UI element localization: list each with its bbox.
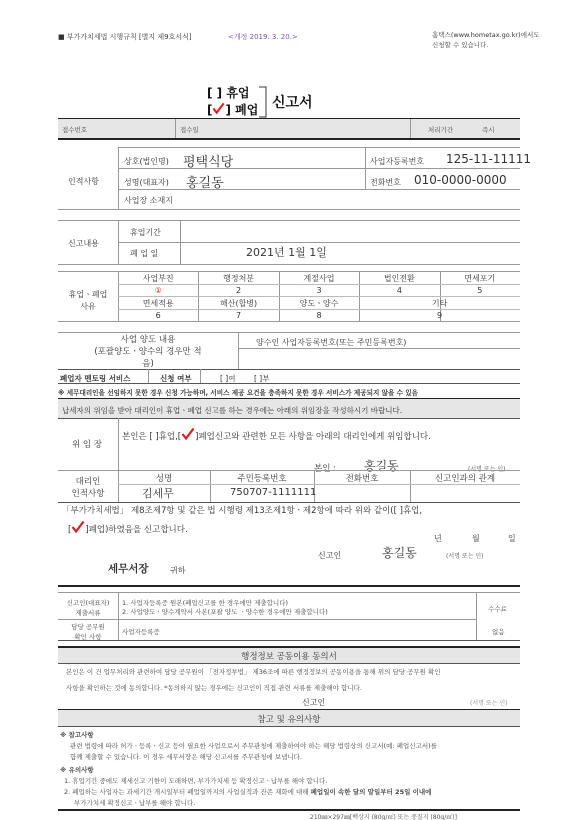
company-value: 평택식당	[183, 155, 234, 170]
principal-label: 본인 :	[314, 464, 336, 474]
principal-value: 홍길동	[364, 459, 399, 473]
tax-office-honorific: 귀하	[170, 566, 186, 575]
reference-text-2: 함께 제출할 수 있습니다. 이 경우 세무서장은 해당 신고서를 주무관청에 보냅니다.	[70, 753, 303, 761]
bizno-value: 125-11-11111	[446, 152, 532, 166]
delegation-label: 위 임 장	[72, 440, 103, 450]
representative-label: 성명(대표자)	[124, 178, 169, 187]
processing-period-label: 처리기간	[428, 126, 454, 134]
phone-value: 010-0000-0000	[414, 173, 507, 187]
agent-section-label: 대리인 인적사항	[71, 477, 105, 499]
consent-reporter-label: 신고인	[302, 698, 326, 707]
agent-column-header: 주민등록번호	[237, 474, 287, 484]
personal-section-label: 인적사항	[68, 177, 99, 186]
declaration-text-2: [ ]폐업)하였음을 신고합니다.	[68, 520, 188, 535]
reason-option-label: 양도ㆍ양수	[299, 299, 339, 308]
reason-option-label: 사업부진	[142, 274, 174, 283]
check-mark-icon	[212, 102, 225, 115]
reason-option-number: ①	[154, 285, 162, 295]
check-mark-icon	[181, 427, 195, 441]
reason-option-number: 4	[396, 285, 402, 295]
caution-text-1: 1. 휴업기간 중에도 제세신고 기한이 도래하면, 부가가치세 등 확정신고ㆍ납부를 해야 합니다.	[64, 777, 328, 785]
company-label: 상호(법인명)	[124, 157, 169, 166]
mentor-no-option[interactable]: [ ]부	[254, 374, 270, 383]
reason-option-number: 7	[236, 310, 242, 320]
close-date-value: 2021년 1월 1일	[246, 246, 327, 259]
declaration-text-1: 「부가가치세법」 제8조제7항 및 같은 법 시행령 제13조제1항ㆍ제2항에 따라 위와 같이([ ]휴업,	[62, 506, 423, 516]
title-main: 신고서	[272, 95, 313, 111]
close-date-label: 폐 업 일	[130, 249, 159, 258]
agent-column-header: 신고인과의 관계	[434, 474, 496, 484]
receipt-number-label: 접수번호	[62, 126, 88, 134]
caution-text-3: 부가가치세 확정신고ㆍ납부를 해야 합니다.	[74, 799, 196, 807]
representative-value: 홍길동	[186, 176, 224, 191]
reason-section-label: 휴업ㆍ폐업 사유	[68, 290, 108, 311]
submit-doc-1: 1. 사업자등록증 원본(폐업신고를 한 경우에만 제출합니다)	[122, 599, 289, 607]
agent-grid	[118, 470, 520, 502]
consent-sign-note: (서명 또는 인)	[470, 700, 508, 707]
declaration-year: 년	[434, 534, 442, 543]
reason-option-number: 6	[155, 310, 161, 320]
agent-column-header: 성명	[155, 474, 173, 484]
reason-option-label: 계절사업	[303, 274, 335, 283]
principal-sign-note: (서명 또는 인)	[468, 466, 506, 473]
reason-option-label: 행정처분	[223, 274, 255, 283]
reporter-label: 신고인	[318, 551, 342, 560]
reason-option-number: 8	[316, 310, 322, 320]
reference-title: ※ 참고사항	[60, 731, 94, 739]
processing-period-value: 즉시	[482, 126, 495, 134]
mentor-yes-option[interactable]: [ ]여	[220, 374, 236, 383]
title-option-suspend: [ ] 휴업	[207, 86, 250, 100]
submit-docs-label: 신고인(대표자) 제출서류	[66, 599, 110, 617]
report-section-label: 신고내용	[68, 239, 99, 248]
consent-title: 행정정보 공동이용 동의서	[241, 652, 337, 662]
revision-date: <개정 2019. 3. 20.>	[228, 33, 298, 41]
reason-option-label: 기타	[431, 299, 448, 308]
reporter-value: 홍길동	[382, 546, 417, 560]
reason-option-label: 면세포기	[464, 274, 496, 283]
delegate-note: 납세자의 위임을 받아 대리인이 휴업ㆍ폐업 신고를 하는 경우에는 아래의 위임장을 작성하시기 바랍니다.	[62, 406, 403, 415]
bizno-label: 사업자등록번호	[370, 157, 425, 166]
mentor-label: 폐업자 멘토링 서비스	[60, 374, 131, 383]
agent-name-value: 김세무	[142, 487, 174, 500]
submit-doc-2: 2. 사업양도ㆍ양수계약서 사본(포괄 양도 ㆍ양수한 경우에만 제출합니다)	[122, 608, 328, 616]
reason-option-number: 2	[236, 285, 242, 295]
form-reference: ■ 부가가치세법 시행규칙 [별지 제9호서식]	[58, 33, 192, 41]
address-label: 사업장 소재지	[124, 196, 173, 205]
transfer-label: 사업 양도 내용 (포괄양도ㆍ양수의 경우만 적 음)	[94, 335, 202, 369]
agent-column-header: 전화번호	[345, 474, 379, 484]
paper-spec: 210㎜×297㎜[백상지 (80g/㎡) 또는 중질지 (80g/㎡)]	[310, 814, 457, 820]
mentor-apply-label: 신청 여부	[160, 374, 192, 383]
reason-option-number: 5	[477, 285, 483, 295]
declaration-day: 일	[508, 534, 516, 543]
transferee-label: 양수인 사업자등록번호(또는 주민등록번호)	[256, 338, 407, 347]
reason-option-number: 9	[437, 310, 443, 320]
title-option-close: [ ] 폐업	[207, 103, 259, 117]
tax-office: 세무서장	[108, 563, 149, 575]
reason-option-label: 면세적용	[142, 299, 174, 308]
declaration-month: 월	[472, 534, 480, 543]
reference-text-1: 관련 법령에 따라 허가ㆍ등록ㆍ신고 등이 필요한 사업으로서 주무관청에 제출하여야 하는 해당 법령상의 신고서(예: 폐업신고서)를	[70, 742, 437, 750]
agent-id-value: 750707-1111111	[230, 487, 317, 498]
delegation-text: 본인은 [ ]휴업,[ ]폐업신고와 관련한 모든 사항을 아래의 대리인에게 위임합니다.	[122, 427, 431, 442]
verify-item-1: 사업자등록증	[122, 628, 160, 636]
caution-title: ※ 유의사항	[60, 766, 94, 774]
mentor-note: ※ 세무대리인을 선임하지 못한 경우 신청 가능하며, 서비스 제공 요건을 충족하지 못한 경우 서비스가 제공되지 않을 수 있음	[58, 389, 419, 397]
hometax-note: 홈택스(www.hometax.go.kr)에서도	[432, 31, 540, 39]
fee-value: 없음	[492, 628, 505, 636]
reason-option-label: 해산(합병)	[220, 299, 258, 308]
reporter-sign-note: (서명 또는 인)	[446, 553, 484, 560]
phone-label: 전화번호	[370, 178, 401, 187]
suspend-period-label: 휴업기간	[130, 228, 161, 237]
verify-label: 담당 공무원 확인 사항	[71, 623, 105, 641]
hometax-note-2: 신청할 수 있습니다.	[432, 41, 489, 49]
fee-label: 수수료	[488, 605, 507, 613]
notes-title: 참고 및 유의사항	[257, 715, 321, 725]
caution-text-2: 2. 폐업하는 사업자는 과세기간 개시일부터 폐업일까지의 사업실적과 잔존 재화에 대해 폐업일이 속한 달의 말일부터 25일 이내에	[64, 788, 432, 796]
reason-grid	[118, 271, 520, 321]
consent-text-1: 본인은 이 건 업무처리와 관련하여 담당 공무원이 「전자정부법」 제36조에 따른 행정정보의 공동이용을 통해 위의 담당 공무원 확인	[66, 668, 441, 676]
title-brace-icon	[258, 86, 268, 118]
consent-text-2: 사항을 확인하는 것에 동의합니다. *동의하지 않는 경우에는 신고인이 직접 관련 서류를 제출해야 합니다.	[66, 684, 362, 692]
reason-option-number: 3	[316, 285, 322, 295]
receipt-date-label: 접수일	[180, 126, 199, 134]
check-mark-icon	[71, 520, 85, 534]
reason-option-label: 법인전환	[383, 274, 415, 283]
